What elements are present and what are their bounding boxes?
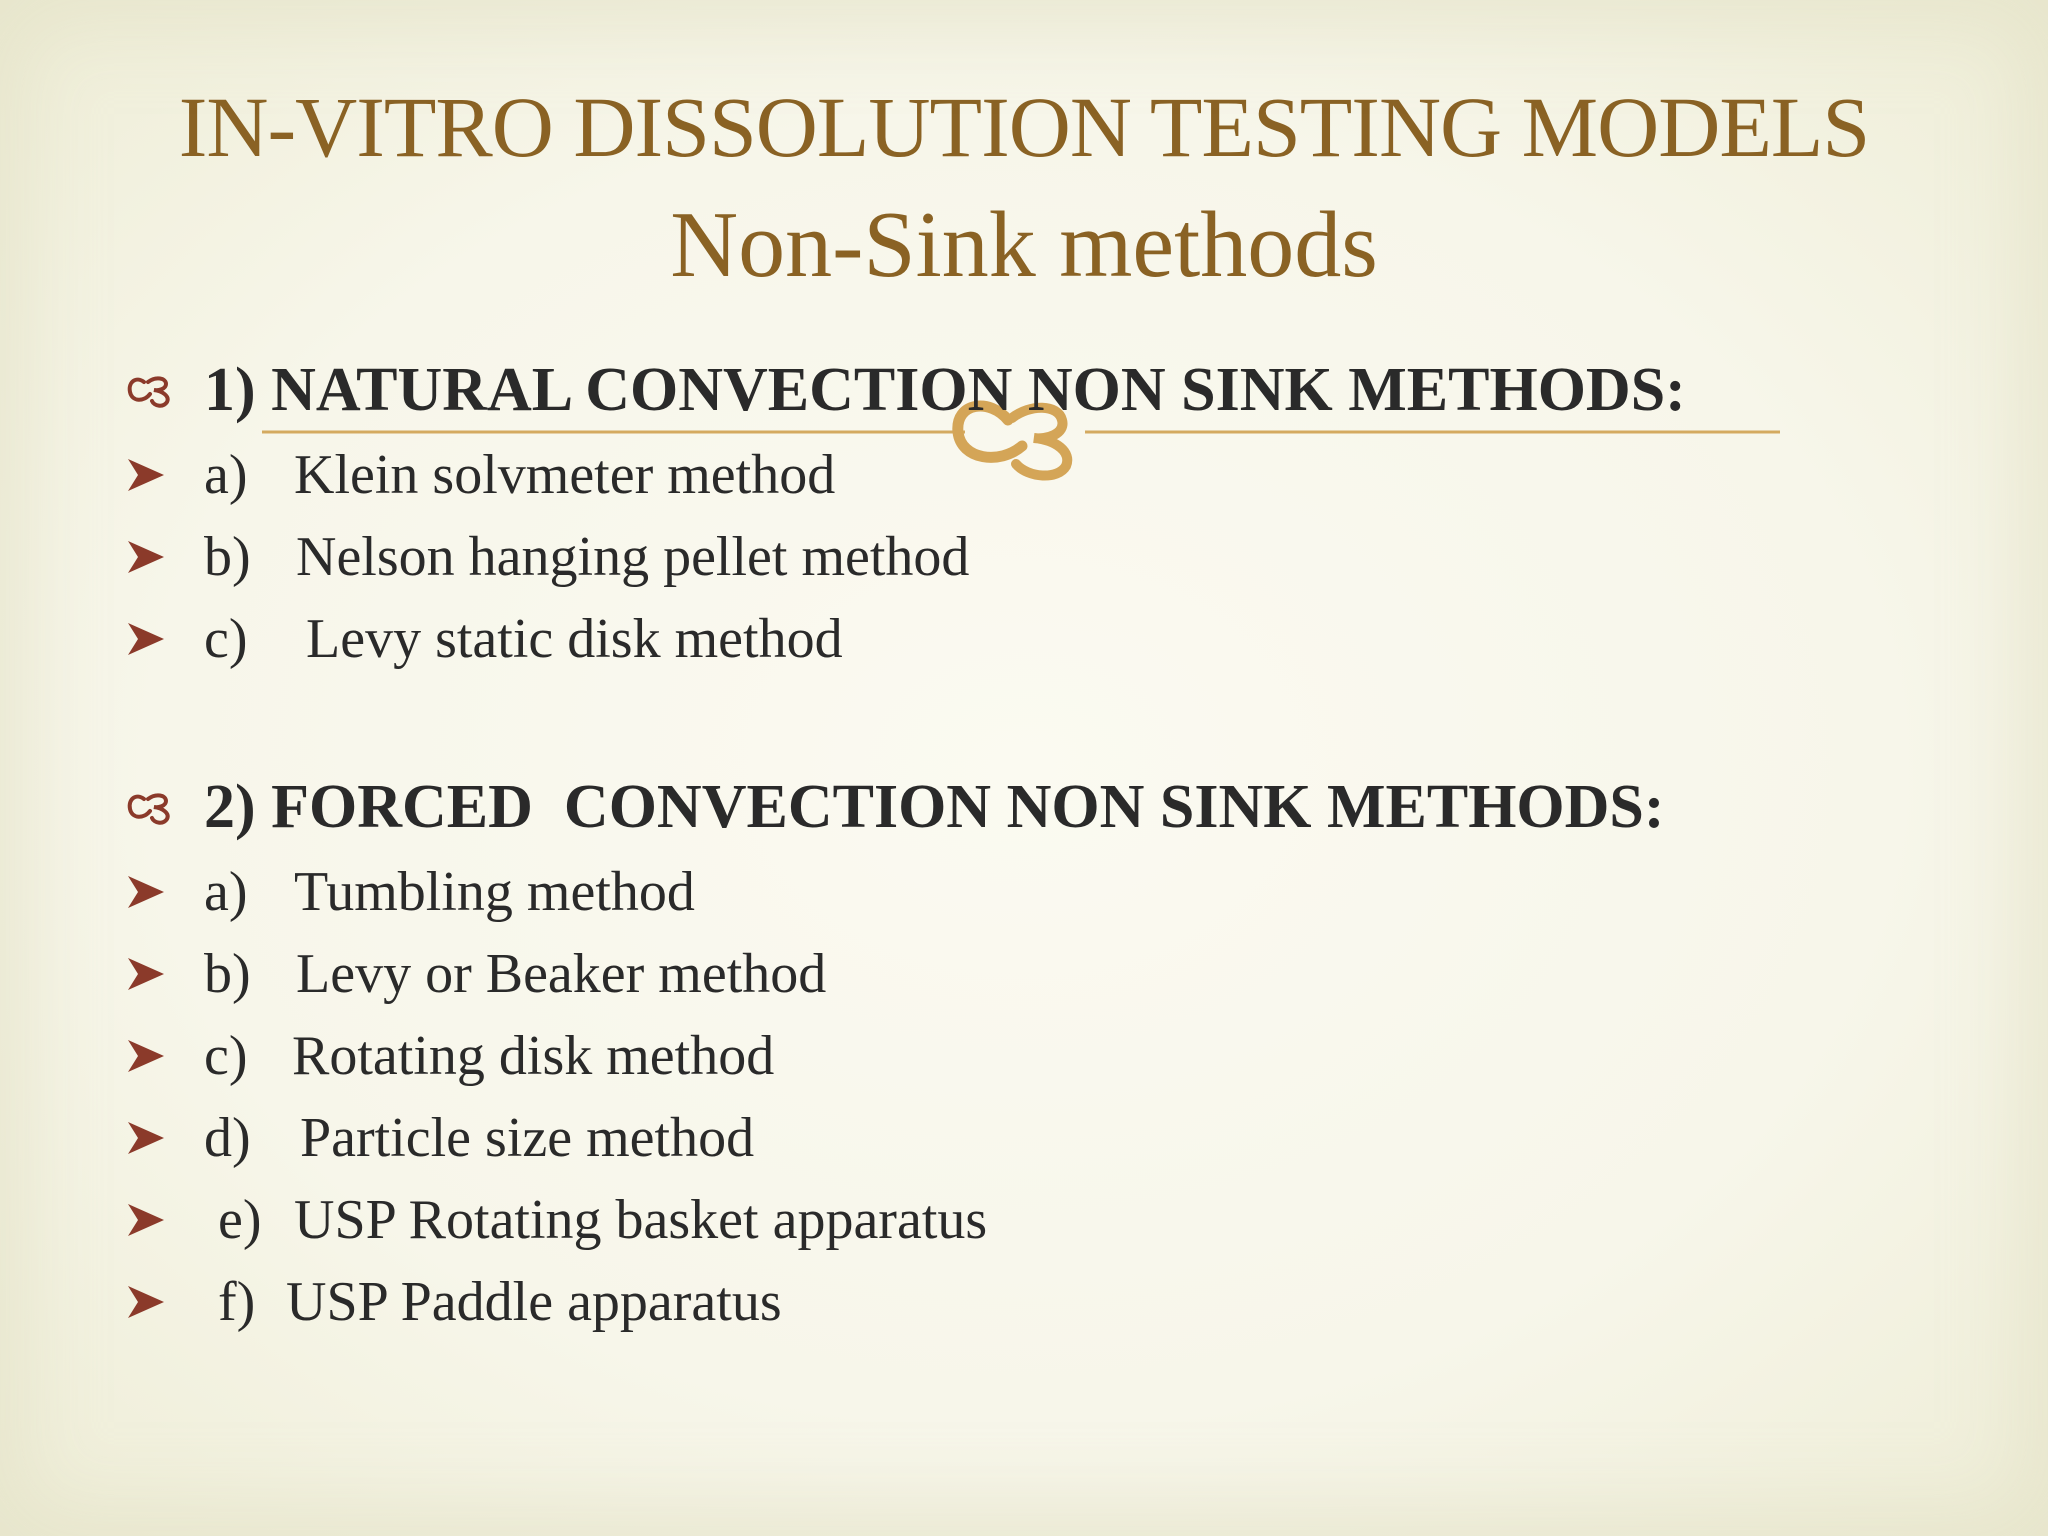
arrowhead-bullet-icon <box>126 954 166 994</box>
list-item <box>126 852 695 932</box>
list-item <box>126 599 843 679</box>
slide-title: IN-VITRO DISSOLUTION TESTING MODELS <box>178 79 1870 175</box>
arrowhead-bullet-icon <box>126 619 166 659</box>
slide-subtitle: Non-Sink methods <box>670 193 1378 297</box>
section-heading-natural <box>124 350 1686 430</box>
item-text: Levy static disk method <box>306 608 843 670</box>
list-item <box>126 1016 775 1096</box>
list-item <box>126 435 836 515</box>
curl-bullet-icon <box>124 787 184 827</box>
item-letter: f) <box>218 1271 256 1333</box>
list-item <box>126 1262 782 1342</box>
list-item <box>126 934 827 1014</box>
arrowhead-bullet-icon <box>126 1036 166 1076</box>
item-text: Levy or Beaker method <box>296 943 827 1005</box>
arrowhead-bullet-icon <box>126 537 166 577</box>
section-heading-label: 2) FORCED CONVECTION NON SINK METHODS: <box>204 772 1665 841</box>
item-letter: a) <box>204 444 248 506</box>
item-letter: c) <box>204 608 248 670</box>
item-text: USP Rotating basket apparatus <box>294 1189 988 1251</box>
list-item <box>126 1098 755 1178</box>
section-heading-forced <box>124 767 1665 847</box>
curl-bullet-icon <box>124 370 184 410</box>
item-letter: a) <box>204 861 248 923</box>
item-text: Klein solvmeter method <box>294 444 836 506</box>
item-text: Rotating disk method <box>292 1025 775 1087</box>
item-text: Nelson hanging pellet method <box>296 526 970 588</box>
item-text: Particle size method <box>300 1107 755 1169</box>
item-letter: c) <box>204 1025 248 1087</box>
arrowhead-bullet-icon <box>126 1118 166 1158</box>
item-letter: d) <box>204 1107 251 1169</box>
arrowhead-bullet-icon <box>126 455 166 495</box>
arrowhead-bullet-icon <box>126 872 166 912</box>
arrowhead-bullet-icon <box>126 1282 166 1322</box>
section-heading-label: 1) NATURAL CONVECTION NON SINK METHODS: <box>204 355 1686 424</box>
item-letter: b) <box>204 943 251 1005</box>
item-text: USP Paddle apparatus <box>286 1271 782 1333</box>
list-item <box>126 517 970 597</box>
arrowhead-bullet-icon <box>126 1200 166 1240</box>
item-text: Tumbling method <box>294 861 695 923</box>
item-letter: b) <box>204 526 251 588</box>
item-letter: e) <box>218 1189 262 1251</box>
list-item <box>126 1180 988 1260</box>
